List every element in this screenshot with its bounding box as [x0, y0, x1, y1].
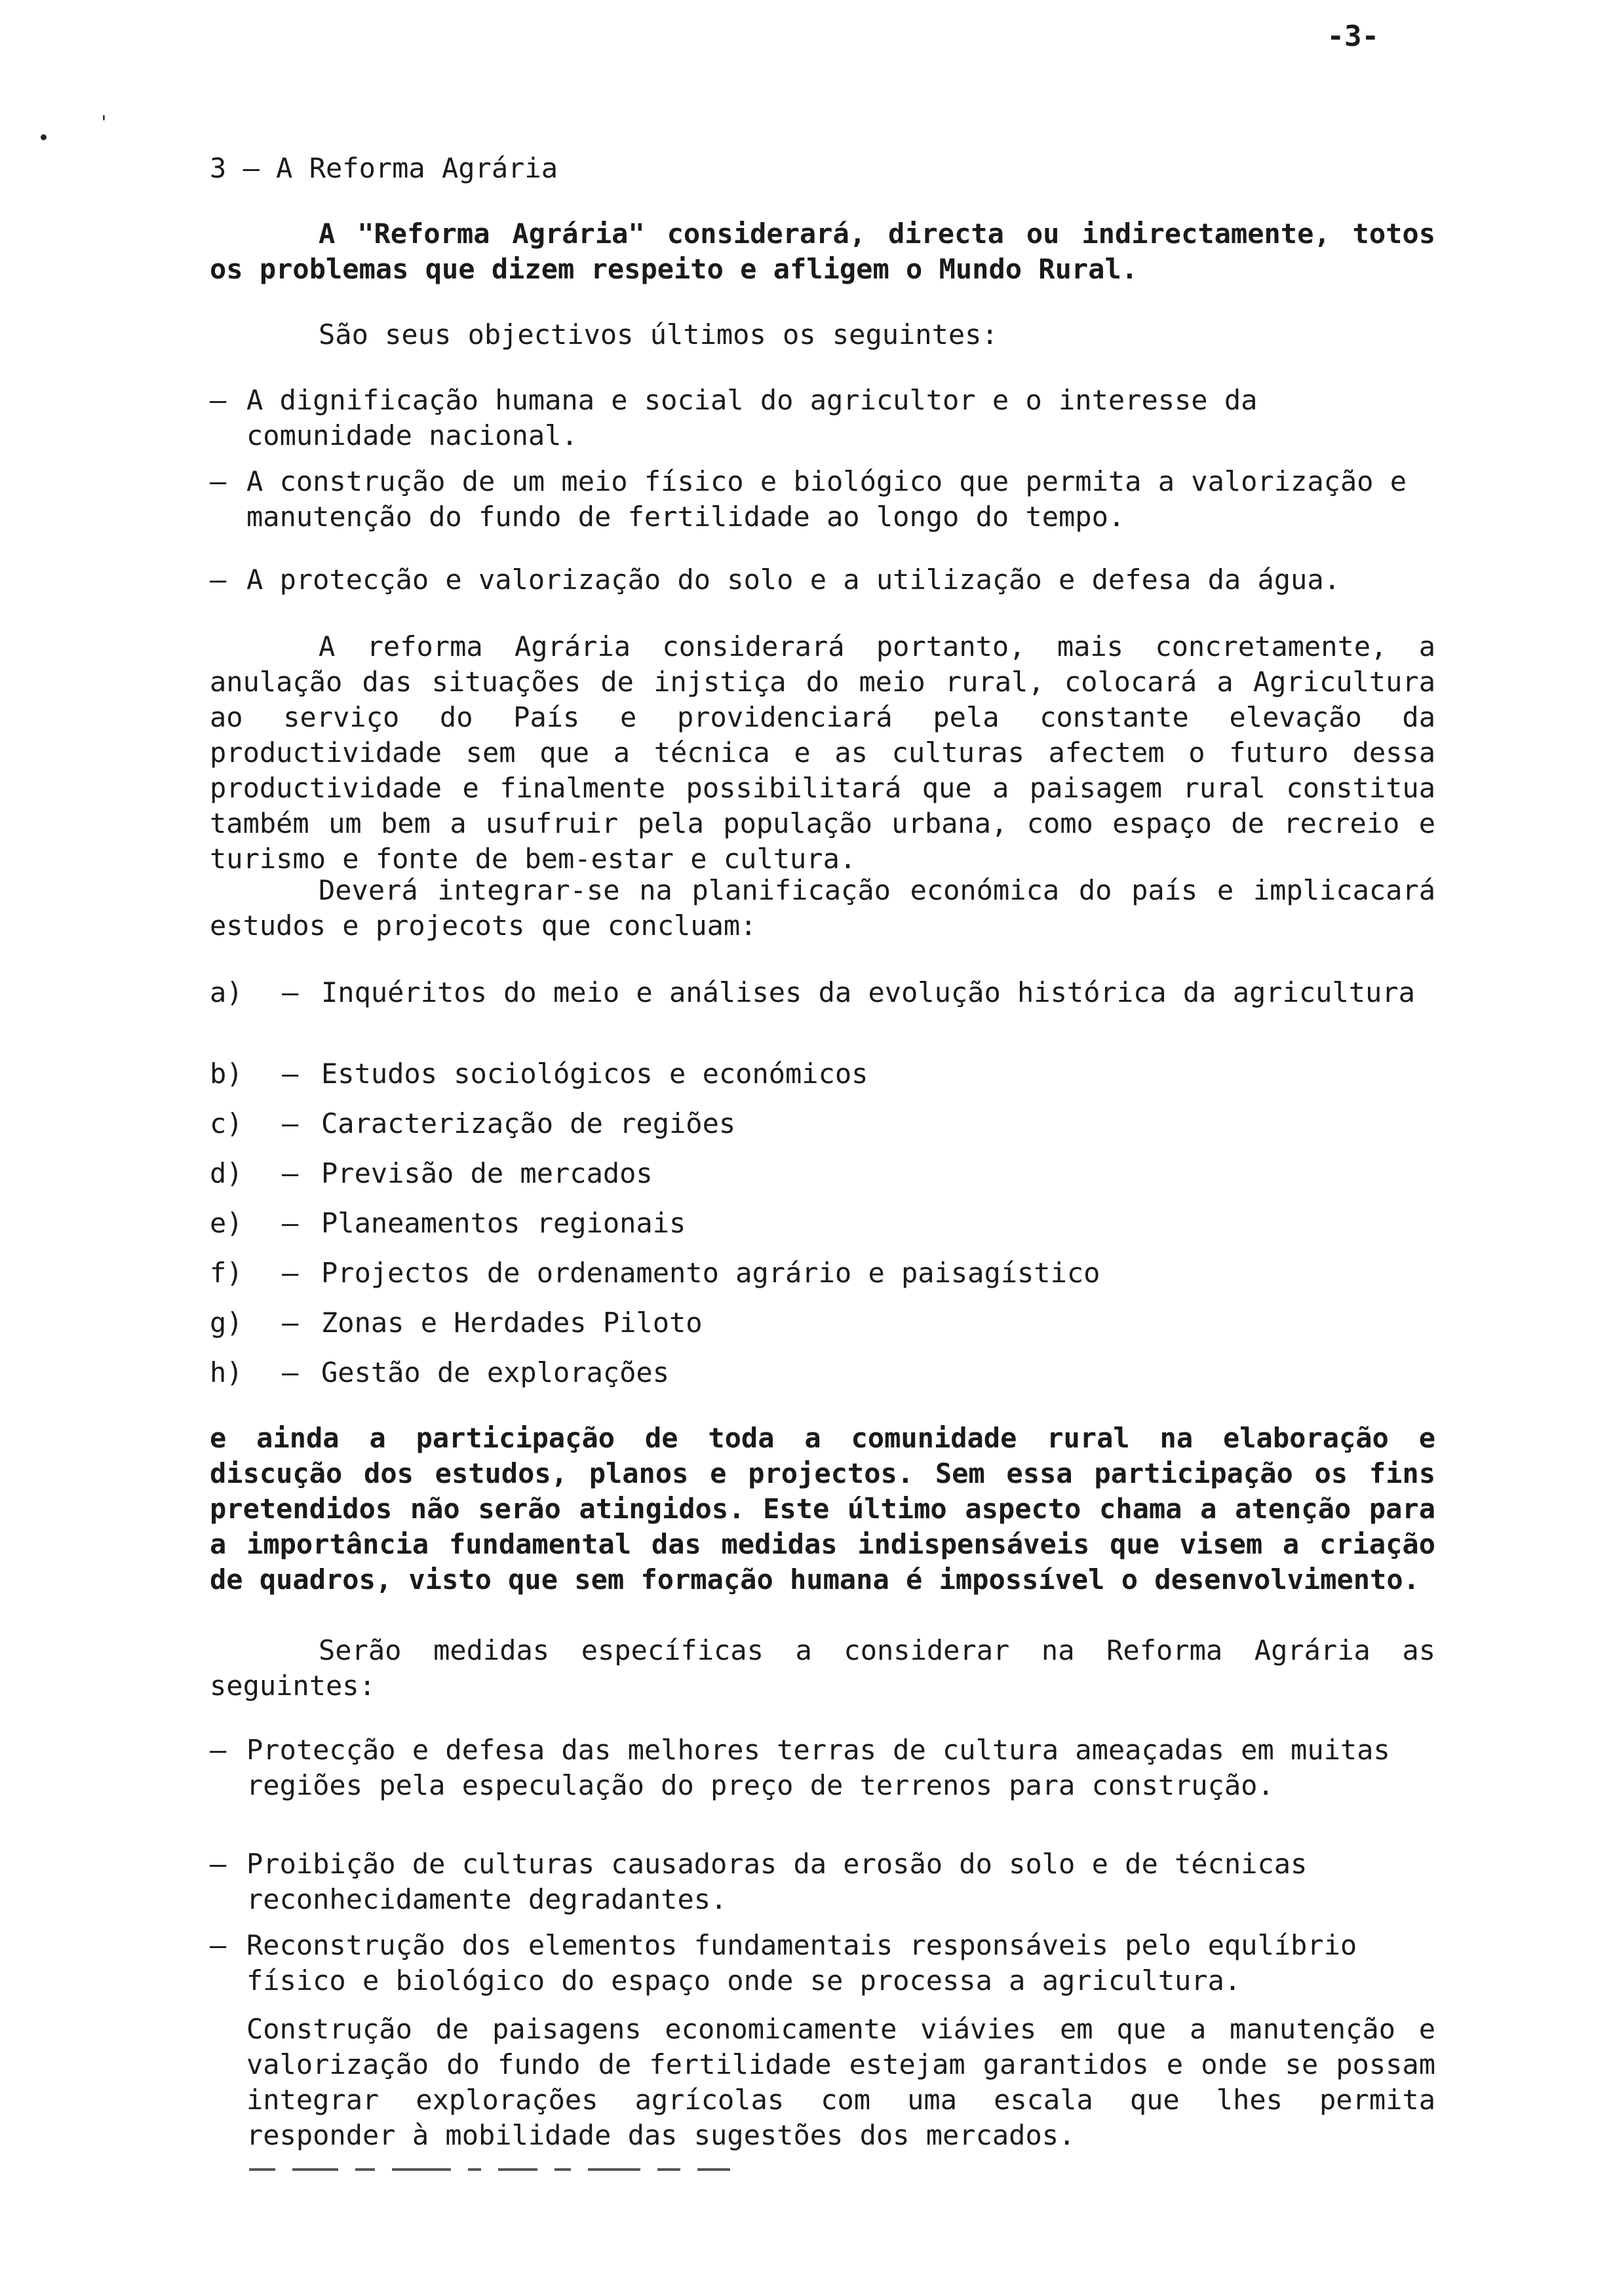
dash-marker: –	[210, 384, 227, 416]
dash-marker: –	[282, 1058, 299, 1090]
dash-marker: –	[210, 465, 227, 497]
dash-marker: –	[282, 1307, 299, 1339]
dash-marker: –	[210, 1734, 227, 1766]
measure-item	[210, 1846, 1435, 1917]
faded-illegible-line	[249, 2162, 1429, 2215]
page-number: -3-	[1327, 20, 1379, 53]
study-letter: g)	[210, 1307, 243, 1339]
scan-speck	[41, 134, 47, 140]
measure-item	[210, 1732, 1435, 1803]
objective-item	[210, 383, 1435, 453]
scan-mark: '	[98, 111, 109, 133]
study-item	[210, 1255, 1455, 1291]
study-item	[210, 1106, 1455, 1141]
measure-item	[210, 1928, 1435, 1999]
study-letter: e)	[210, 1207, 243, 1239]
study-text: Previsão de mercados	[321, 1157, 653, 1189]
objectives-intro: São seus objectivos últimos os seguintes:	[319, 318, 998, 351]
participation-paragraph: e ainda a participação de toda a comunidade rural na elaboração e discução dos estudos, planos e projectos. Sem essa participação os fins pretendidos não serão atingidos. Este último aspecto chama a atenção para a importância fundamental das medidas indispensáveis que visem a criação de quadros, visto que sem formação humana é impossível o desenvolvimento.	[210, 1422, 1435, 1596]
measure-text: Proibição de culturas causadoras da erosão do solo e de técnicas reconhecidamente degradantes.	[246, 1848, 1308, 1915]
objective-item	[210, 464, 1435, 535]
study-item	[210, 1156, 1455, 1191]
study-item	[210, 1056, 1455, 1092]
study-text: Gestão de explorações	[321, 1356, 670, 1388]
study-item	[210, 1305, 1455, 1341]
section-heading: 3 – A Reforma Agrária	[210, 152, 558, 184]
dash-marker: –	[282, 1207, 299, 1239]
study-letter: c)	[210, 1107, 243, 1139]
study-item	[210, 1355, 1455, 1390]
study-letter: h)	[210, 1356, 243, 1388]
objective-text: A construção de um meio físico e biológico que permita a valorização e manutenção do fundo de fertilidade ao longo do tempo.	[246, 465, 1407, 533]
intro-paragraph: A "Reforma Agrária" considerará, directa ou indirectamente, totos os problemas que dizem respeito e afligem o Mundo Rural.	[210, 218, 1435, 285]
dash-marker: –	[210, 564, 227, 596]
objective-text: A dignificação humana e social do agricultor e o interesse da comunidade nacional.	[246, 384, 1258, 451]
study-text: Zonas e Herdades Piloto	[321, 1307, 703, 1339]
study-item	[210, 975, 1455, 1010]
study-text: Planeamentos regionais	[321, 1207, 686, 1239]
dash-marker: –	[282, 1356, 299, 1388]
dash-marker: –	[282, 976, 299, 1008]
study-letter: f)	[210, 1257, 243, 1289]
objective-item	[210, 562, 1435, 598]
dash-marker: –	[282, 1107, 299, 1139]
study-text: Estudos sociológicos e económicos	[321, 1058, 868, 1090]
dash-marker: –	[282, 1157, 299, 1189]
dash-marker: –	[282, 1257, 299, 1289]
measures-intro: Serão medidas específicas a considerar na Reforma Agrária as seguintes:	[210, 1634, 1435, 1702]
dash-marker: –	[210, 1929, 227, 1961]
reform-paragraph: A reforma Agrária considerará portanto, mais concretamente, a anulação das situações de injstiça do meio rural, colocará a Agricultura ao serviço do País e providenciará pela constante elevação da productividade sem que a técnica e as culturas afectem o futuro dessa productividade e finalmente possibilitará que a paisagem rural constitua também um bem a usufruir pela população urbana, como espaço de recreio e turismo e fonte de bem-estar e cultura.	[210, 630, 1435, 875]
landscape-paragraph: Construção de paisagens economicamente viávies em que a manutenção e valorização do fundo de fertilidade estejam garantidos e onde se possam integrar explorações agrícolas com uma escala que lhes permita responder à mobilidade das sugestões dos mercados.	[246, 2013, 1435, 2151]
objective-text: A protecção e valorização do solo e a utilização e defesa da água.	[246, 564, 1340, 596]
planning-paragraph: Deverá integrar-se na planificação económica do país e implicacará estudos e projecots que concluam:	[210, 874, 1435, 942]
measure-text: Reconstrução dos elementos fundamentais responsáveis pelo equlíbrio físico e biológico do espaço onde se processa a agricultura.	[246, 1929, 1357, 1997]
dash-marker: –	[210, 1848, 227, 1880]
study-letter: a)	[210, 976, 243, 1008]
study-letter: d)	[210, 1157, 243, 1189]
study-text: Projectos de ordenamento agrário e paisagístico	[321, 1257, 1100, 1289]
measure-text: Protecção e defesa das melhores terras de cultura ameaçadas em muitas regiões pela especulação do preço de terrenos para construção.	[246, 1734, 1390, 1801]
study-item	[210, 1206, 1455, 1241]
study-text: Caracterização de regiões	[321, 1107, 736, 1139]
study-text: Inquéritos do meio e análises da evolução histórica da agricultura	[321, 976, 1415, 1008]
study-letter: b)	[210, 1058, 243, 1090]
